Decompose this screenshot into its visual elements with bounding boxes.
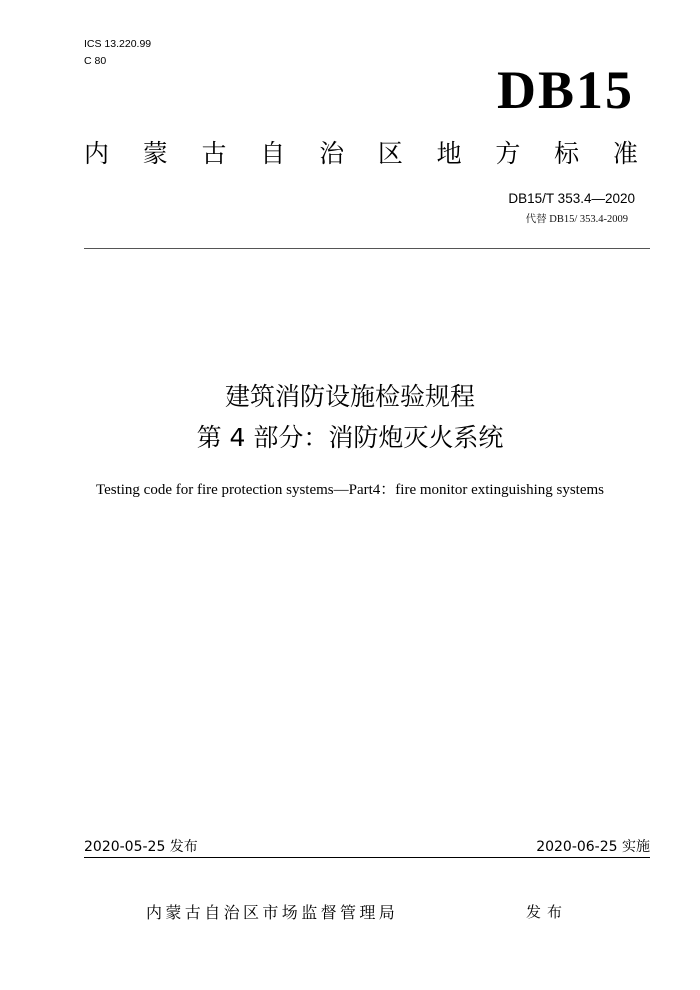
issuing-authority: 内蒙古自治区市场监督管理局 [146, 903, 399, 922]
issued-label: 发布 [526, 903, 569, 921]
standard-type [84, 138, 638, 170]
standard-logo: DB15 [496, 60, 634, 120]
replaces-note: 代替 DB15/ 353.4-2009 [525, 214, 628, 225]
title-chinese-line2: 第 4 部分：消防炮灭火系统 [196, 423, 504, 452]
standard-number: DB15/T 353.4—2020 [508, 191, 635, 206]
ccs-code: C 80 [84, 55, 107, 67]
standard-type-char: 自 [260, 139, 286, 168]
header-divider [84, 248, 650, 249]
footer-divider [84, 857, 650, 858]
title-chinese-line1: 建筑消防设施检验规程 [224, 382, 475, 411]
issue-date: 2020-05-25 发布 [84, 839, 198, 855]
standard-type-char: 蒙 [142, 139, 168, 168]
ics-code: ICS 13.220.99 [84, 38, 152, 50]
standard-type-char: 治 [319, 139, 345, 168]
standard-type-char: 地 [436, 139, 462, 168]
title-english: Testing code for fire protection systems—Part4：fire monitor extinguishing systems [95, 482, 605, 498]
standard-type-char: 区 [377, 139, 403, 168]
standard-type-char: 方 [495, 139, 521, 168]
implementation-date: 2020-06-25 实施 [536, 839, 650, 855]
standard-type-char: 古 [201, 139, 227, 168]
standard-type-char: 标 [554, 139, 580, 168]
standard-type-char: 准 [612, 139, 638, 168]
standard-type-char: 内 [84, 139, 110, 168]
